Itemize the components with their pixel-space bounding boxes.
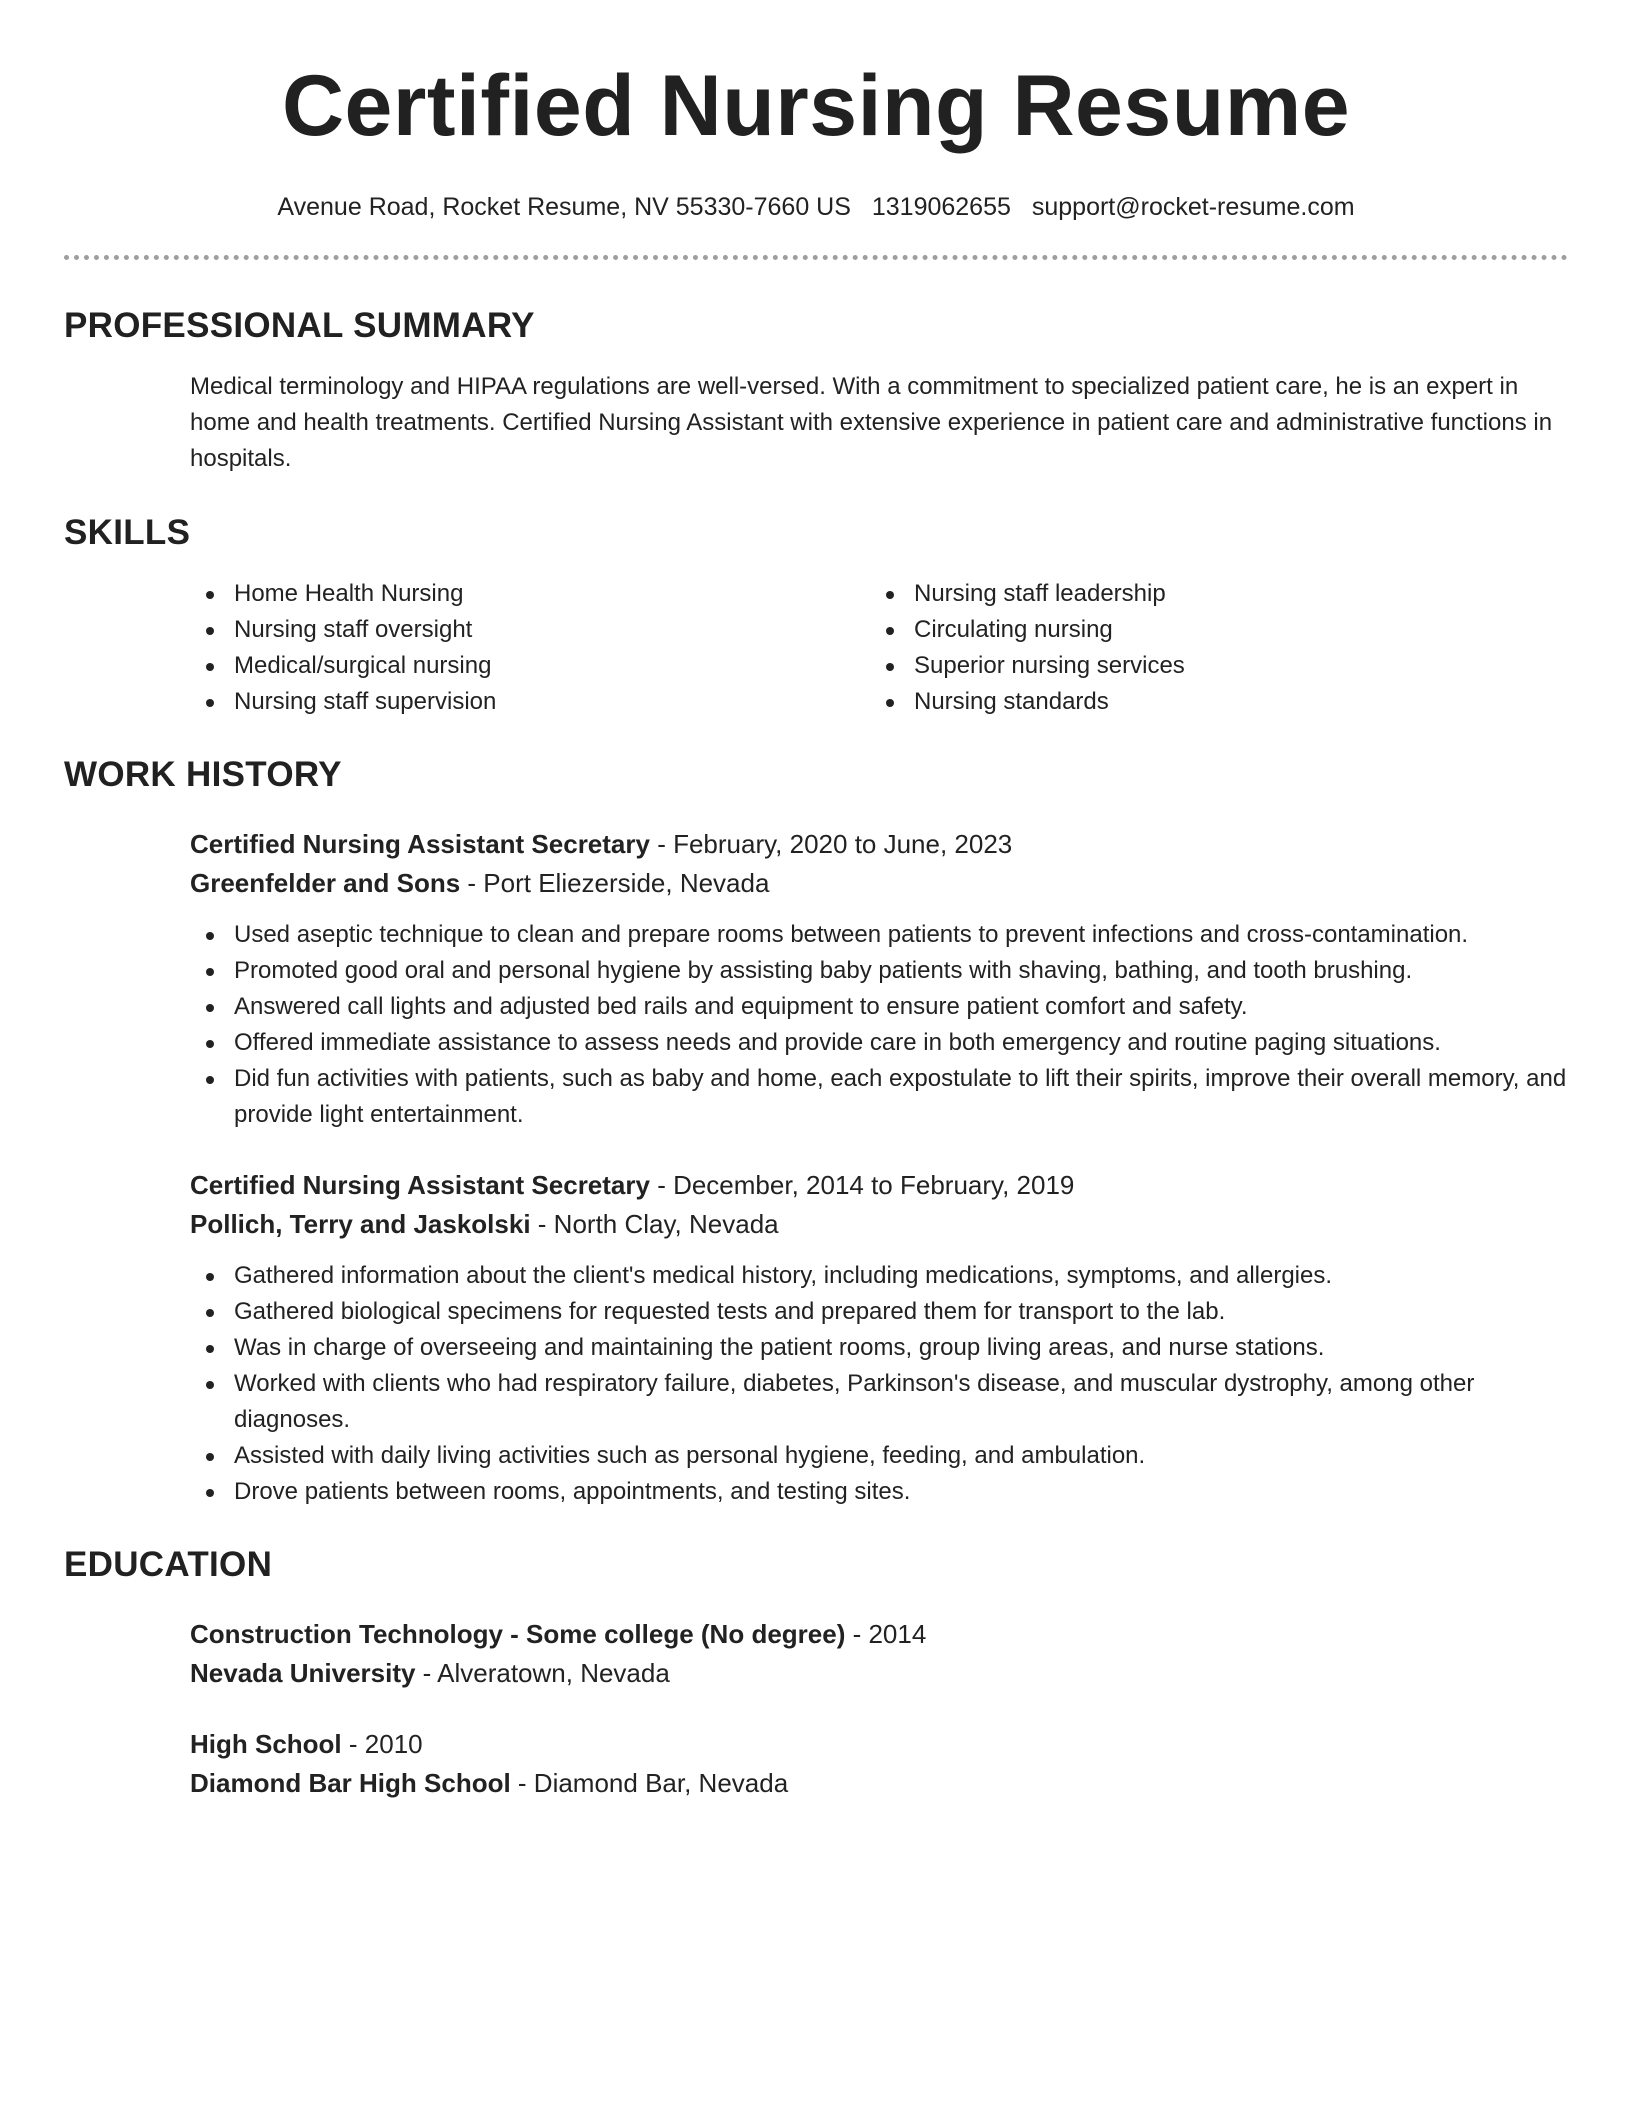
skills-column-right: [870, 576, 1470, 720]
skill-item: Circulating nursing: [870, 612, 1470, 648]
job-role-line: [190, 1166, 1568, 1205]
resume-title: Certified Nursing Resume: [281, 58, 1351, 154]
job-duties: [190, 1258, 1568, 1510]
skill-item: Superior nursing services: [870, 648, 1470, 684]
skill-item: Home Health Nursing: [190, 576, 870, 612]
skill-item: Medical/surgical nursing: [190, 648, 870, 684]
job-duty: Worked with clients who had respiratory failure, diabetes, Parkinson's disease, and muscular dystrophy, among other diagnoses.: [190, 1366, 1568, 1438]
contact-email: support@rocket-resume.com: [1031, 193, 1355, 221]
education-entry: [190, 1725, 1568, 1803]
education-school: Nevada University: [190, 1658, 416, 1688]
education-heading: EDUCATION: [64, 1545, 273, 1584]
job-company: Greenfelder and Sons: [190, 868, 461, 898]
education-location: - Diamond Bar, Nevada: [510, 1768, 789, 1798]
job-role: Certified Nursing Assistant Secretary: [190, 829, 650, 859]
job-duty: Did fun activities with patients, such as baby and home, each expostulate to lift their spirits, improve their overall memory, and provide light entertainment.: [190, 1061, 1568, 1133]
education-degree-line: [190, 1725, 1568, 1764]
job-duty: Promoted good oral and personal hygiene by assisting baby patients with shaving, bathing, and tooth brushing.: [190, 953, 1568, 989]
job-duty: Gathered biological specimens for requested tests and prepared them for transport to the lab.: [190, 1294, 1568, 1330]
contact-address: Avenue Road, Rocket Resume, NV 55330-7660 US: [277, 193, 851, 221]
work-history-heading: WORK HISTORY: [64, 755, 342, 794]
summary-text: Medical terminology and HIPAA regulations are well-versed. With a commitment to specialized patient care, he is an expert in home and health treatments. Certified Nursing Assistant with extensive experience in patient care and administrative functions in hospitals.: [190, 373, 1553, 472]
job-entry: [190, 1166, 1568, 1510]
education-school-line: [190, 1764, 1568, 1803]
job-company-line: [190, 864, 1568, 903]
education-location: - Alveratown, Nevada: [415, 1658, 670, 1688]
skill-item: Nursing standards: [870, 684, 1470, 720]
job-role-line: [190, 825, 1568, 864]
job-location: - North Clay, Nevada: [530, 1209, 779, 1239]
job-role: Certified Nursing Assistant Secretary: [190, 1170, 650, 1200]
education-degree: Construction Technology - Some college (No degree): [190, 1619, 846, 1649]
skills-column-left: [190, 576, 870, 720]
job-duty: Was in charge of overseeing and maintaining the patient rooms, group living areas, and nurse stations.: [190, 1330, 1568, 1366]
job-dates: - December, 2014 to February, 2019: [649, 1170, 1075, 1200]
job-entry: [190, 825, 1568, 1133]
job-duty: Used aseptic technique to clean and prepare rooms between patients to prevent infections and cross-contamination.: [190, 917, 1568, 953]
skill-item: Nursing staff supervision: [190, 684, 870, 720]
education-school-line: [190, 1654, 1568, 1693]
contact-phone: 1319062655: [871, 193, 1011, 221]
job-duties: [190, 917, 1568, 1133]
job-duty: Offered immediate assistance to assess needs and provide care in both emergency and routine paging situations.: [190, 1025, 1568, 1061]
education-year: - 2014: [845, 1619, 927, 1649]
summary-heading: PROFESSIONAL SUMMARY: [64, 306, 535, 345]
education-entry: [190, 1615, 1568, 1693]
education-year: - 2010: [341, 1729, 423, 1759]
job-company-line: [190, 1205, 1568, 1244]
job-duty: Answered call lights and adjusted bed rails and equipment to ensure patient comfort and safety.: [190, 989, 1568, 1025]
header-divider: [64, 255, 1568, 260]
skill-item: Nursing staff oversight: [190, 612, 870, 648]
job-duty: Gathered information about the client's medical history, including medications, symptoms, and allergies.: [190, 1258, 1568, 1294]
job-duty: Assisted with daily living activities such as personal hygiene, feeding, and ambulation.: [190, 1438, 1568, 1474]
job-company: Pollich, Terry and Jaskolski: [190, 1209, 531, 1239]
education-degree-line: [190, 1615, 1568, 1654]
education-school: Diamond Bar High School: [190, 1768, 511, 1798]
job-location: - Port Eliezerside, Nevada: [460, 868, 770, 898]
skills-list: [190, 576, 1568, 720]
contact-line: [64, 190, 1568, 224]
skill-item: Nursing staff leadership: [870, 576, 1470, 612]
education-degree: High School: [190, 1729, 342, 1759]
skills-heading: SKILLS: [64, 513, 191, 552]
job-duty: Drove patients between rooms, appointments, and testing sites.: [190, 1474, 1568, 1510]
job-dates: - February, 2020 to June, 2023: [649, 829, 1013, 859]
